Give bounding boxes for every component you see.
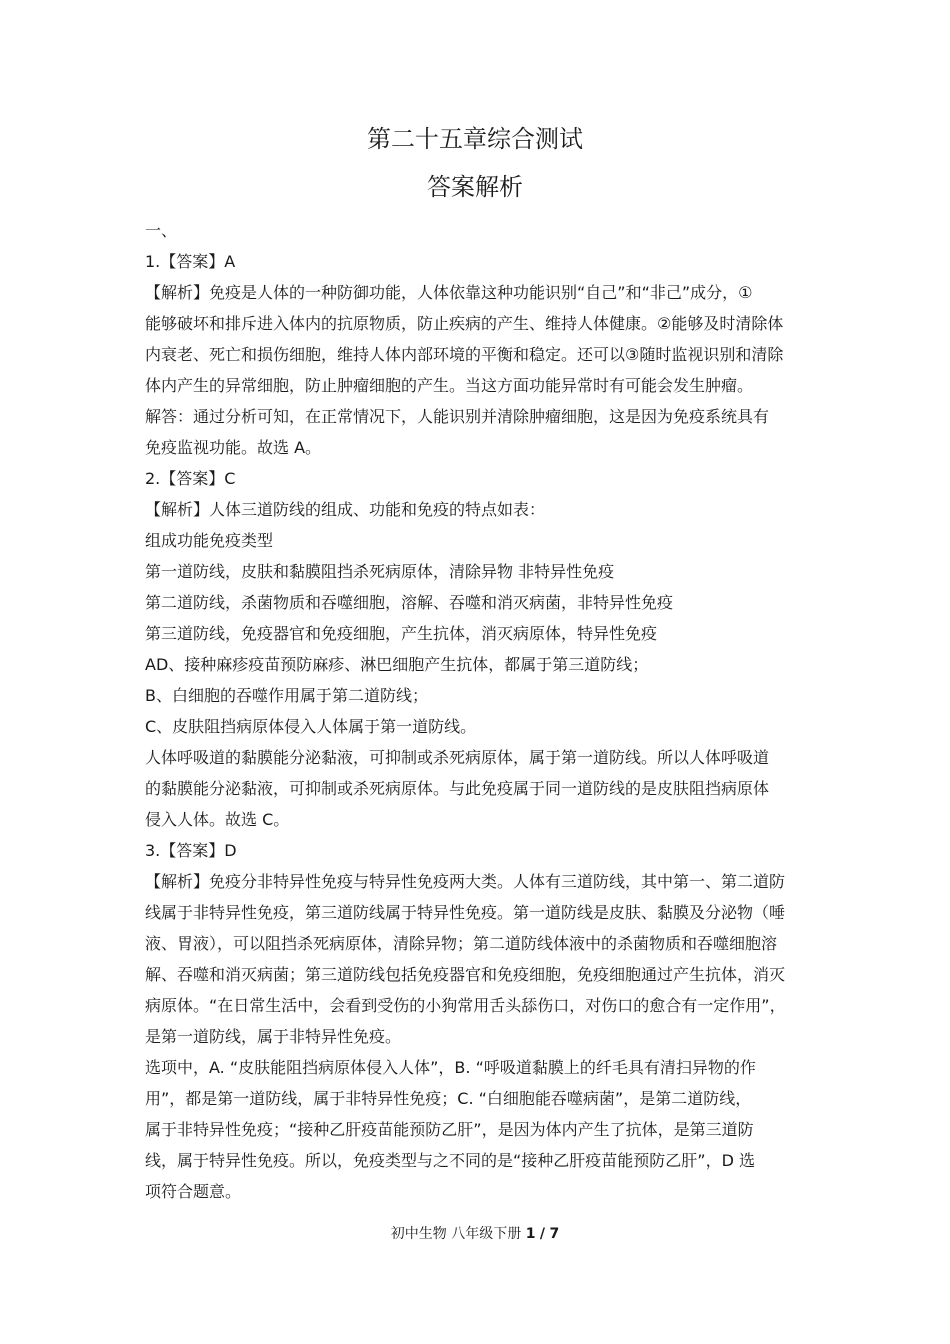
text-line: 解、吞噬和消灭病菌；第三道防线包括免疫器官和免疫细胞，免疫细胞通过产生抗体，消灭	[145, 965, 786, 984]
text-line: 组成功能免疫类型	[145, 531, 274, 550]
section-marker: 一、	[145, 221, 178, 240]
page-footer	[0, 1224, 950, 1244]
text-line: 【解析】免疫是人体的一种防御功能，人体依靠这种功能识别“自己”和“非己”成分，①	[145, 283, 753, 302]
text-line: 侵入人体。故选 C。	[145, 810, 290, 829]
text-line: 【解析】免疫分非特异性免疫与特异性免疫两大类。人体有三道防线，其中第一、第二道防	[145, 872, 786, 891]
text-line: 第一道防线，皮肤和黏膜阻挡杀死病原体，清除异物 非特异性免疫	[145, 562, 615, 581]
text-line: 能够破坏和排斥进入体内的抗原物质，防止疾病的产生、维持人体健康。②能够及时清除体	[145, 314, 784, 333]
text-line: 选项中，A. “皮肤能阻挡病原体侵入人体”，B. “呼吸道黏膜上的纤毛具有清扫异物的作	[145, 1058, 756, 1077]
text-line: 第二道防线，杀菌物质和吞噬细胞，溶解、吞噬和消灭病菌，非特异性免疫	[145, 593, 674, 612]
answer-3-heading: 3.【答案】D	[145, 841, 237, 860]
text-line: 第三道防线，免疫器官和免疫细胞，产生抗体，消灭病原体，特异性免疫	[145, 624, 658, 643]
page-total: 7	[549, 1226, 560, 1242]
text-line: B、白细胞的吞噬作用属于第二道防线；	[145, 686, 428, 705]
text-line: 解答：通过分析可知，在正常情况下，人能识别并清除肿瘤细胞，这是因为免疫系统具有	[145, 407, 770, 426]
page-separator: /	[539, 1226, 546, 1242]
text-line: 内衰老、死亡和损伤细胞，维持人体内部环境的平衡和稳定。还可以③随时监视识别和清除	[145, 345, 784, 364]
text-line: 线属于非特异性免疫，第三道防线属于特异性免疫。第一道防线是皮肤、黏膜及分泌物（唾	[145, 903, 786, 922]
text-line: 属于非特异性免疫；“接种乙肝疫苗能预防乙肝”，是因为体内产生了抗体，是第三道防	[145, 1120, 754, 1139]
answer-2-heading: 2.【答案】C	[145, 469, 236, 488]
text-line: 的黏膜能分泌黏液，可抑制或杀死病原体。与此免疫属于同一道防线的是皮肤阻挡病原体	[145, 779, 770, 798]
text-line: 免疫监视功能。故选 A。	[145, 438, 322, 457]
text-line: AD、接种麻疹疫苗预防麻疹、淋巴细胞产生抗体，都属于第三道防线；	[145, 655, 649, 674]
text-line: 【解析】人体三道防线的组成、功能和免疫的特点如表：	[145, 500, 546, 519]
page-subtitle: 答案解析	[427, 173, 523, 201]
text-line: 人体呼吸道的黏膜能分泌黏液，可抑制或杀死病原体，属于第一道防线。所以人体呼吸道	[145, 748, 770, 767]
text-line: C、皮肤阻挡病原体侵入人体属于第一道防线。	[145, 717, 477, 736]
text-line: 用”，都是第一道防线，属于非特异性免疫；C. “白细胞能吞噬病菌”，是第二道防线，	[145, 1089, 752, 1108]
text-line: 体内产生的异常细胞，防止肿瘤细胞的产生。当这方面功能异常时有可能会发生肿瘤。	[145, 376, 754, 395]
text-line: 液、胃液），可以阻挡杀死病原体，清除异物；第二道防线体液中的杀菌物质和吞噬细胞溶	[145, 934, 778, 953]
text-line: 项符合题意。	[145, 1182, 242, 1201]
footer-course-label: 初中生物 八年级下册	[390, 1226, 522, 1242]
answer-1-heading: 1.【答案】A	[145, 252, 236, 271]
answer-content	[145, 215, 810, 1207]
page-title: 第二十五章综合测试	[367, 125, 583, 153]
text-line: 病原体。“在日常生活中，会看到受伤的小狗常用舌头舔伤口，对伤口的愈合有一定作用”，	[145, 996, 786, 1015]
text-line: 线，属于特异性免疫。所以，免疫类型与之不同的是“接种乙肝疫苗能预防乙肝”，D 选	[145, 1151, 755, 1170]
page-number: 1	[525, 1226, 536, 1242]
text-line: 是第一道防线，属于非特异性免疫。	[145, 1027, 402, 1046]
